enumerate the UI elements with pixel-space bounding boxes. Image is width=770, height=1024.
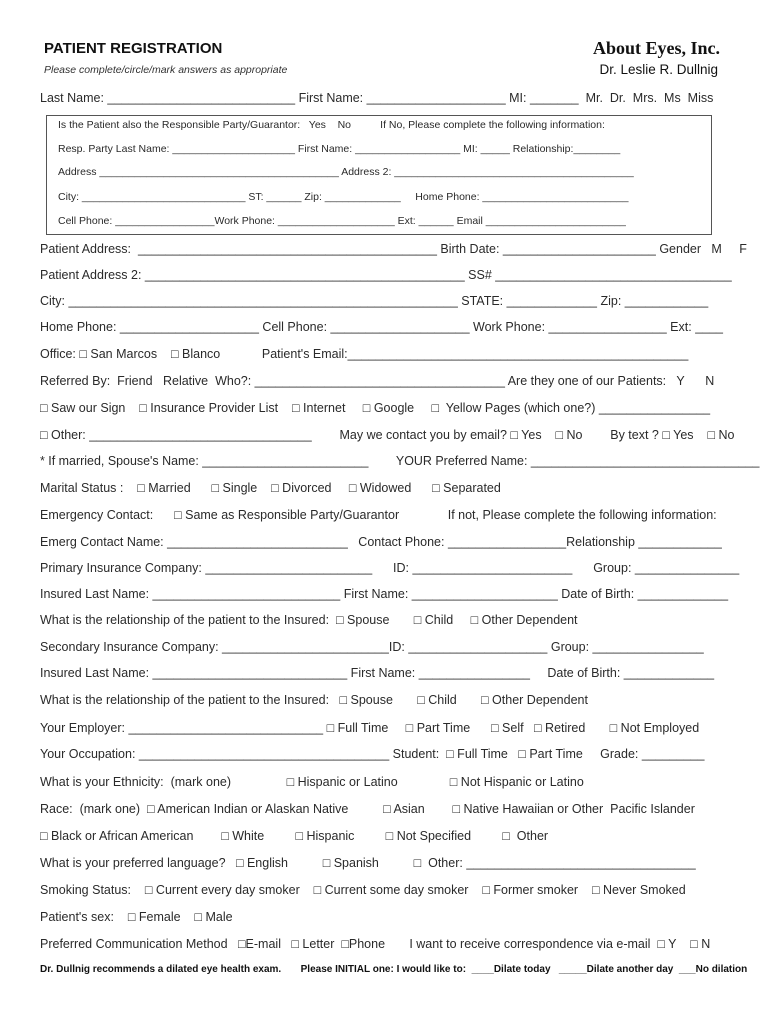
primary-insurance-line[interactable]: Primary Insurance Company: ________________________ ID: _______________________ Group: _______________ bbox=[40, 561, 740, 575]
responsible-party-question[interactable]: Is the Patient also the Responsible Party/Guarantor: Yes No If No, Please complete the following information: bbox=[58, 119, 605, 131]
patient-name-line[interactable]: Last Name: ___________________________ First Name: ____________________ MI: _______ Mr. Dr. Mrs. Ms Miss bbox=[40, 91, 714, 105]
referred-by-line[interactable]: Referred By: Friend Relative Who?: ____________________________________ Are they one of our Patients: Y N bbox=[40, 374, 715, 388]
resp-party-name-line[interactable]: Resp. Party Last Name: _____________________ First Name: __________________ MI: _____ Relationship:________ bbox=[58, 143, 621, 155]
race-line-2[interactable]: □ Black or African American □ White □ Hispanic □ Not Specified □ Other bbox=[40, 829, 549, 843]
employer-line[interactable]: Your Employer: ____________________________ □ Full Time □ Part Time □ Self □ Retired □ Not Employed bbox=[40, 721, 700, 735]
race-line[interactable]: Race: (mark one) □ American Indian or Alaskan Native □ Asian □ Native Hawaiian or Other Pacific Islander bbox=[40, 802, 695, 816]
office-email-line[interactable]: Office: □ San Marcos □ Blanco Patient's Email:_________________________________________________ bbox=[40, 347, 689, 361]
city-state-zip-line[interactable]: City: ________________________________________________________ STATE: _____________ Zip: ____________ bbox=[40, 294, 709, 308]
form-instructions: Please complete/circle/mark answers as appropriate bbox=[44, 64, 288, 76]
phones-line[interactable]: Home Phone: ____________________ Cell Phone: ____________________ Work Phone: _________________ Ext: ____ bbox=[40, 320, 723, 334]
marital-status-line[interactable]: Marital Status : □ Married □ Single □ Divorced □ Widowed □ Separated bbox=[40, 481, 501, 495]
doctor-name: Dr. Leslie R. Dullnig bbox=[599, 62, 718, 77]
dilation-initial-line[interactable]: Dr. Dullnig recommends a dilated eye health exam. Please INITIAL one: I would like to: ____Dilate today _____Dilate another day ___No dilation bbox=[40, 964, 748, 975]
secondary-insured-relationship-line[interactable]: What is the relationship of the patient to the Insured: □ Spouse □ Child □ Other Dependent bbox=[40, 693, 588, 707]
preferred-language-line[interactable]: What is your preferred language? □ English □ Spanish □ Other: _________________________________ bbox=[40, 856, 696, 870]
patient-sex-line[interactable]: Patient's sex: □ Female □ Male bbox=[40, 910, 233, 924]
contact-preference-line[interactable]: □ Other: ________________________________ May we contact you by email? □ Yes □ No By text ? □ Yes □ No bbox=[40, 428, 735, 442]
primary-insured-relationship-line[interactable]: What is the relationship of the patient to the Insured: □ Spouse □ Child □ Other Dependent bbox=[40, 613, 578, 627]
resp-party-address-line[interactable]: Address _________________________________________ Address 2: _________________________________________ bbox=[58, 166, 634, 178]
smoking-status-line[interactable]: Smoking Status: □ Current every day smoker □ Current some day smoker □ Former smoker □ Never Smoked bbox=[40, 883, 686, 897]
secondary-insurance-line[interactable]: Secondary Insurance Company: ________________________ID: ____________________ Group: ________________ bbox=[40, 640, 704, 654]
primary-insured-name-line[interactable]: Insured Last Name: ___________________________ First Name: _____________________ Date of Birth: _____________ bbox=[40, 587, 729, 601]
form-title: PATIENT REGISTRATION bbox=[44, 40, 223, 57]
secondary-insured-name-line[interactable]: Insured Last Name: ____________________________ First Name: ________________ Date of Birth: _____________ bbox=[40, 666, 715, 680]
patient-address-line[interactable]: Patient Address: ___________________________________________ Birth Date: ______________________ Gender M F bbox=[40, 242, 747, 256]
emergency-contact-name-line[interactable]: Emerg Contact Name: __________________________ Contact Phone: _________________Relationship ____________ bbox=[40, 535, 722, 549]
emergency-contact-line[interactable]: Emergency Contact: □ Same as Responsible Party/Guarantor If not, Please complete the following information: bbox=[40, 508, 717, 522]
referral-source-line[interactable]: □ Saw our Sign □ Insurance Provider List □ Internet □ Google □ Yellow Pages (which one?) ________________ bbox=[40, 401, 711, 415]
company-name: About Eyes, Inc. bbox=[592, 38, 720, 58]
occupation-line[interactable]: Your Occupation: ____________________________________ Student: □ Full Time □ Part Time Grade: _________ bbox=[40, 747, 705, 761]
resp-party-phone-line[interactable]: Cell Phone: _________________Work Phone: ____________________ Ext: ______ Email ________________________ bbox=[58, 215, 626, 227]
communication-method-line[interactable]: Preferred Communication Method □E-mail □ Letter □Phone I want to receive correspondence via e-mail □ Y □ N bbox=[40, 937, 711, 951]
spouse-preferred-name-line[interactable]: * If married, Spouse's Name: ________________________ YOUR Preferred Name: _________________________________ bbox=[40, 454, 760, 468]
ethnicity-line[interactable]: What is your Ethnicity: (mark one) □ Hispanic or Latino □ Not Hispanic or Latino bbox=[40, 775, 584, 789]
patient-address2-line[interactable]: Patient Address 2: ______________________________________________ SS# __________________________________ bbox=[40, 268, 732, 282]
resp-party-city-line[interactable]: City: ____________________________ ST: ______ Zip: _____________ Home Phone: _________________________ bbox=[58, 191, 629, 203]
